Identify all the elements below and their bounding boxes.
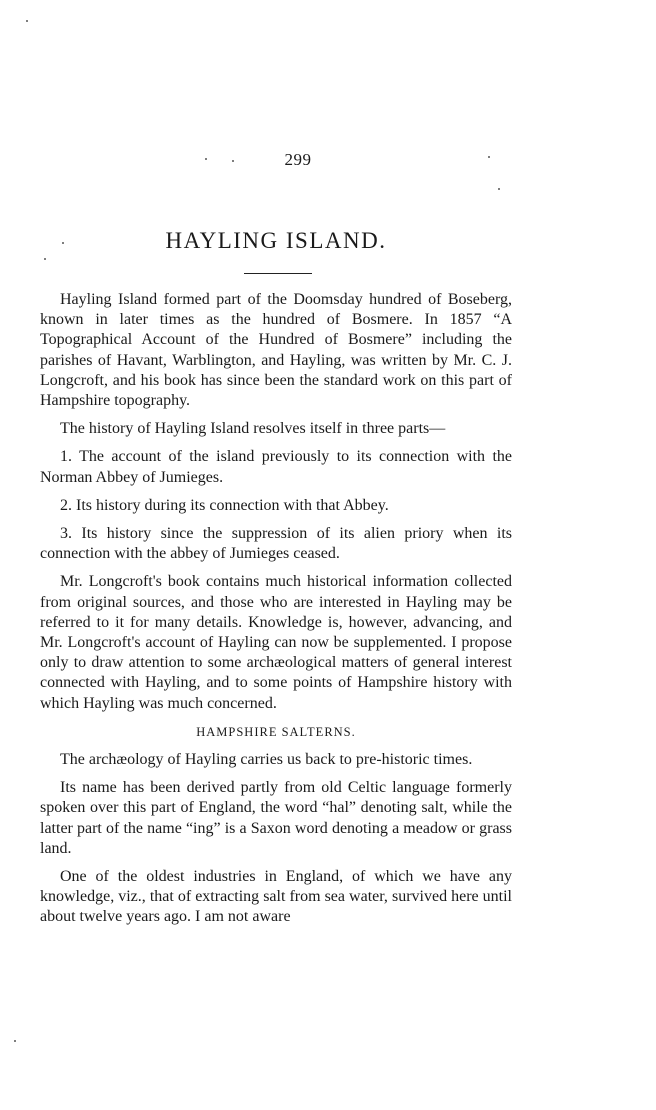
scan-speck [62, 242, 64, 244]
body-text [40, 290, 512, 936]
paragraph: Its name has been derived partly from old Celtic language formerly spoken over this part of England, the word “hal” denoting salt, while the latter part of the name “ing” is a Saxon word denoting a meadow or grass land. [40, 779, 512, 857]
page-title: HAYLING ISLAND. [165, 228, 387, 253]
list-item: 3. Its history since the suppression of its alien priory when its connection with the abbey of Jumieges ceased. [40, 525, 512, 563]
paragraph: One of the oldest industries in England, of which we have any knowledge, viz., that of extracting salt from sea water, survived here until about twelve years ago. I am not aware [40, 868, 512, 926]
paragraph: Hayling Island formed part of the Doomsday hundred of Boseberg, known in later times as the hundred of Bosmere. In 1857 “A Topographical Account of the Hundred of Bosmere” including the parishes of Havant, Warblington, and Hayling, was written by Mr. C. J. Longcroft, and his book has since been the standard work on this part of Hampshire topography. [40, 291, 512, 410]
list-item: 2. Its history during its connection with that Abbey. [60, 496, 389, 514]
title-rule [244, 273, 312, 274]
scan-speck [488, 156, 490, 158]
section-heading: HAMPSHIRE SALTERNS. [196, 724, 356, 739]
scan-speck [205, 158, 207, 160]
paragraph: The archæology of Hayling carries us back to pre-historic times. [60, 751, 473, 769]
page-number: 299 [284, 150, 312, 169]
scan-speck [44, 258, 46, 260]
scan-speck [26, 20, 28, 22]
paragraph: Mr. Longcroft's book contains much historical information collected from original sources, and those who are interested in Hayling may be referred to it for many details. Knowledge is, however, advancing, and Mr. Longcroft's account of Hayling can now be supplemented. I propose only to draw attention to some archæological matters of general interest connected with Hayling, and to some points of Hampshire history with which Hayling was much concerned. [40, 573, 512, 712]
paragraph: The history of Hayling Island resolves itself in three parts— [60, 420, 446, 438]
list-item: 1. The account of the island previously to its connection with the Norman Abbey of Jumieges. [40, 448, 512, 486]
scan-speck [498, 188, 500, 190]
scan-speck [14, 1040, 16, 1042]
scan-speck [232, 160, 234, 162]
